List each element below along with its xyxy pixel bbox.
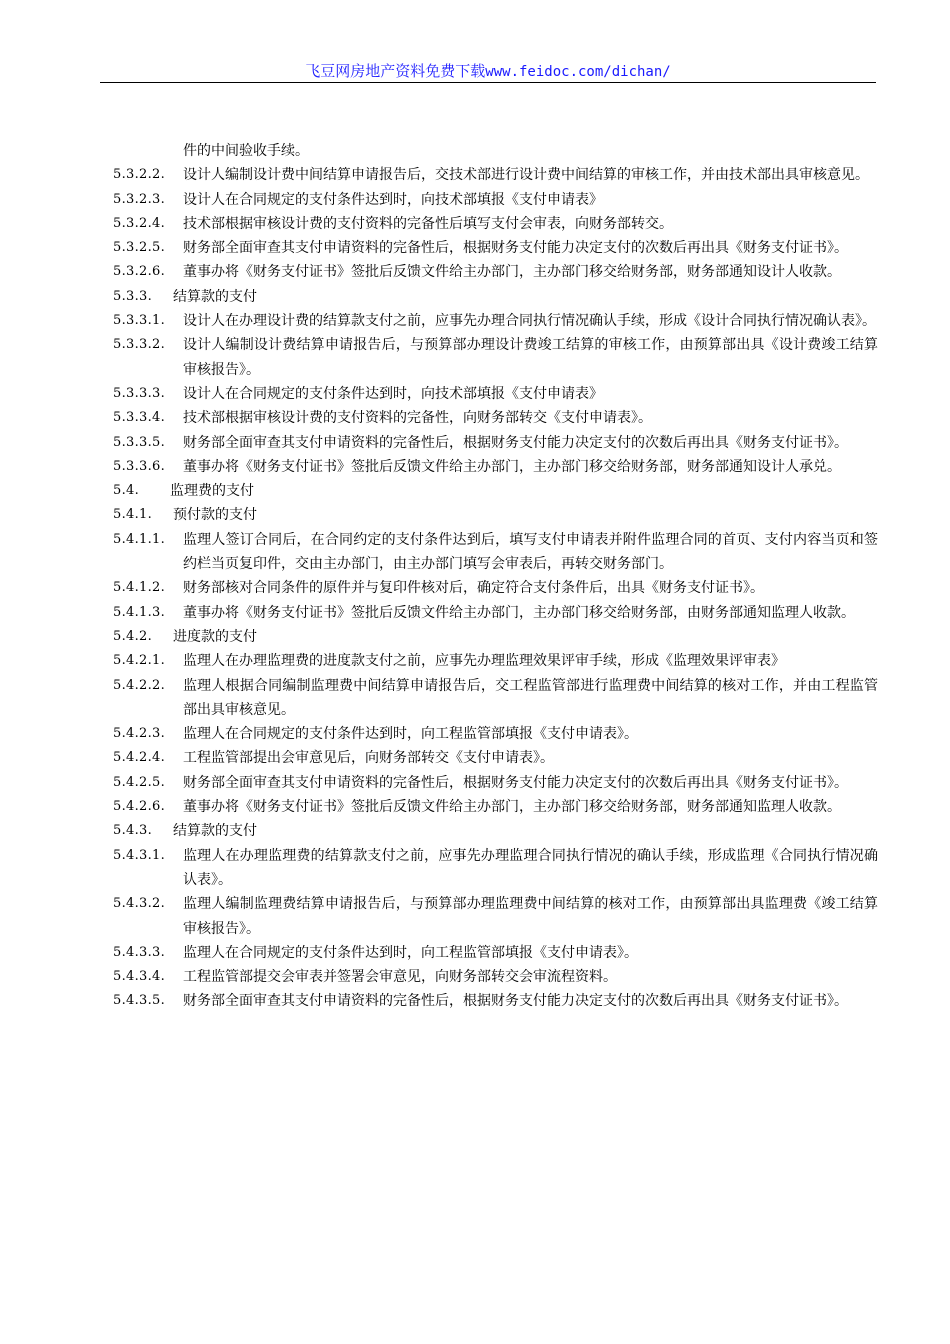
document-body: [113, 139, 878, 1014]
page-header: [100, 60, 876, 82]
clause-item: [113, 528, 878, 577]
clause-text: 财务部全面审查其支付申请资料的完备性后，根据财务支付能力决定支付的次数后再出具《财务支付证书》。: [183, 240, 848, 257]
clause-item: [113, 844, 878, 893]
clause-item: [113, 406, 878, 430]
continuation-text: 件的中间验收手续。: [183, 143, 309, 159]
clause-text: 设计人编制设计费结算申请报告后，与预算部办理设计费竣工结算的审核工作，由预算部出具《设计费竣工结算审核报告》。: [183, 337, 878, 378]
clause-text: 设计人在合同规定的支付条件达到时，向技术部填报《支付申请表》: [183, 385, 603, 402]
clause-number: 5.4.3.4.: [113, 969, 166, 985]
clause-number: 5.4.1.2.: [113, 580, 166, 596]
clause-text: 监理人在合同规定的支付条件达到时，向工程监管部填报《支付申请表》。: [183, 726, 638, 743]
clause-item: [113, 771, 878, 795]
clause-number: 5.4.2.6.: [113, 799, 166, 815]
clause-number: 5.3.3.: [113, 288, 153, 304]
clause-text: 监理人在办理监理费的结算款支付之前，应事先办理监理合同执行情况的确认手续，形成监理《合同执行情况确认表》。: [183, 847, 878, 888]
clause-number: 5.3.3.1.: [113, 313, 166, 329]
clause-text: 技术部根据审核设计费的支付资料的完备性后填写支付会审表，向财务部转交。: [183, 215, 673, 232]
clause-text: 监理人编制监理费结算申请报告后，与预算部办理监理费中间结算的核对工作，由预算部出具监理费《竣工结算审核报告》。: [183, 896, 878, 937]
clause-item: [113, 601, 878, 625]
clause-item: [113, 941, 878, 965]
clause-number: 5.4.1.3.: [113, 604, 166, 620]
clause-number: 5.4.3.2.: [113, 896, 166, 912]
clause-number: 5.3.2.2.: [113, 167, 166, 183]
clause-text: 监理人在办理监理费的进度款支付之前，应事先办理监理效果评审手续，形成《监理效果评审表》: [183, 653, 785, 670]
clause-item: [113, 260, 878, 284]
header-divider: [100, 82, 876, 83]
clause-text: 董事办将《财务支付证书》签批后反馈文件给主办部门，主办部门移交给财务部，财务部通知监理人收款。: [183, 799, 841, 816]
clause-text: 董事办将《财务支付证书》签批后反馈文件给主办部门，主办部门移交给财务部，财务部通知设计人收款。: [183, 264, 841, 281]
clause-number: 5.4.2.5.: [113, 774, 166, 790]
clause-text: 结算款的支付: [173, 823, 257, 840]
clause-item: [113, 503, 878, 527]
clause-number: 5.4.3.3.: [113, 944, 166, 960]
clause-item: [113, 236, 878, 260]
clause-number: 5.4.2.1.: [113, 653, 166, 669]
clause-text: 进度款的支付: [173, 628, 257, 645]
clause-item: [113, 188, 878, 212]
clause-item: [113, 795, 878, 819]
clause-text: 技术部根据审核设计费的支付资料的完备性，向财务部转交《支付申请表》。: [183, 410, 652, 427]
continuation-line: [113, 139, 878, 163]
clause-text: 监理人签订合同后，在合同约定的支付条件达到后，填写支付申请表并附件监理合同的首页、支付内容当页和签约栏当页复印件，交由主办部门，由主办部门填写会审表后，再转交财务部门。: [183, 531, 878, 573]
clause-number: 5.4.1.1.: [113, 531, 166, 547]
clause-text: 工程监管部提出会审意见后，向财务部转交《支付申请表》。: [183, 750, 554, 767]
clause-number: 5.3.2.5.: [113, 240, 166, 256]
clause-item: [113, 431, 878, 455]
clause-number: 5.3.3.5.: [113, 434, 166, 450]
clause-number: 5.3.3.4.: [113, 410, 166, 426]
clause-item: [113, 382, 878, 406]
clause-item: [113, 965, 878, 989]
clause-item: [113, 722, 878, 746]
clause-number: 5.4.3.: [113, 823, 153, 839]
clause-list: [113, 163, 878, 1013]
clause-item: [113, 989, 878, 1013]
clause-text: 监理费的支付: [170, 483, 254, 500]
clause-item: [113, 212, 878, 236]
clause-item: [113, 746, 878, 770]
clause-item: [113, 892, 878, 941]
clause-text: 预付款的支付: [173, 507, 257, 524]
clause-item: [113, 285, 878, 309]
clause-item: [113, 576, 878, 600]
clause-text: 结算款的支付: [173, 288, 257, 305]
clause-text: 财务部全面审查其支付申请资料的完备性后，根据财务支付能力决定支付的次数后再出具《财务支付证书》。: [183, 434, 848, 451]
clause-text: 财务部核对合同条件的原件并与复印件核对后，确定符合支付条件后，出具《财务支付证书》。: [183, 580, 764, 597]
clause-text: 设计人在合同规定的支付条件达到时，向技术部填报《支付申请表》: [183, 191, 603, 208]
clause-number: 5.4.: [113, 483, 140, 499]
clause-item: [113, 479, 878, 503]
clause-number: 5.4.2.3.: [113, 726, 166, 742]
clause-item: [113, 455, 878, 479]
clause-item: [113, 163, 878, 187]
clause-text: 设计人在办理设计费的结算款支付之前，应事先办理合同执行情况确认手续，形成《设计合同执行情况确认表》。: [183, 313, 876, 330]
clause-number: 5.4.1.: [113, 507, 153, 523]
header-url[interactable]: www.feidoc.com/dichan/: [485, 64, 671, 80]
clause-number: 5.4.3.5.: [113, 993, 166, 1009]
clause-item: [113, 819, 878, 843]
clause-text: 财务部全面审查其支付申请资料的完备性后，根据财务支付能力决定支付的次数后再出具《财务支付证书》。: [183, 774, 848, 791]
clause-text: 监理人在合同规定的支付条件达到时，向工程监管部填报《支付申请表》。: [183, 944, 638, 961]
clause-number: 5.3.2.4.: [113, 215, 166, 231]
clause-text: 财务部全面审查其支付申请资料的完备性后，根据财务支付能力决定支付的次数后再出具《财务支付证书》。: [183, 993, 848, 1010]
clause-text: 董事办将《财务支付证书》签批后反馈文件给主办部门，主办部门移交给财务部，财务部通知设计人承兑。: [183, 458, 841, 475]
clause-number: 5.3.2.3.: [113, 191, 166, 207]
clause-number: 5.3.3.6.: [113, 458, 166, 474]
clause-number: 5.4.2.2.: [113, 677, 166, 693]
clause-text: 设计人编制设计费中间结算申请报告后，交技术部进行设计费中间结算的审核工作，并由技术部出具审核意见。: [183, 167, 869, 184]
clause-number: 5.3.3.3.: [113, 385, 166, 401]
clause-text: 董事办将《财务支付证书》签批后反馈文件给主办部门，主办部门移交给财务部，由财务部通知监理人收款。: [183, 604, 855, 621]
clause-number: 5.4.2.4.: [113, 750, 166, 766]
clause-number: 5.4.2.: [113, 628, 153, 644]
clause-text: 监理人根据合同编制监理费中间结算申请报告后，交工程监管部进行监理费中间结算的核对工作，并由工程监管部出具审核意见。: [183, 677, 878, 718]
clause-item: [113, 649, 878, 673]
clause-item: [113, 674, 878, 723]
clause-item: [113, 333, 878, 382]
clause-number: 5.3.3.2.: [113, 337, 166, 353]
header-title: 飞豆网房地产资料免费下载: [305, 62, 486, 80]
clause-item: [113, 309, 878, 333]
clause-text: 工程监管部提交会审表并签署会审意见，向财务部转交会审流程资料。: [183, 969, 617, 986]
clause-number: 5.4.3.1.: [113, 847, 166, 863]
clause-item: [113, 625, 878, 649]
clause-number: 5.3.2.6.: [113, 264, 166, 280]
